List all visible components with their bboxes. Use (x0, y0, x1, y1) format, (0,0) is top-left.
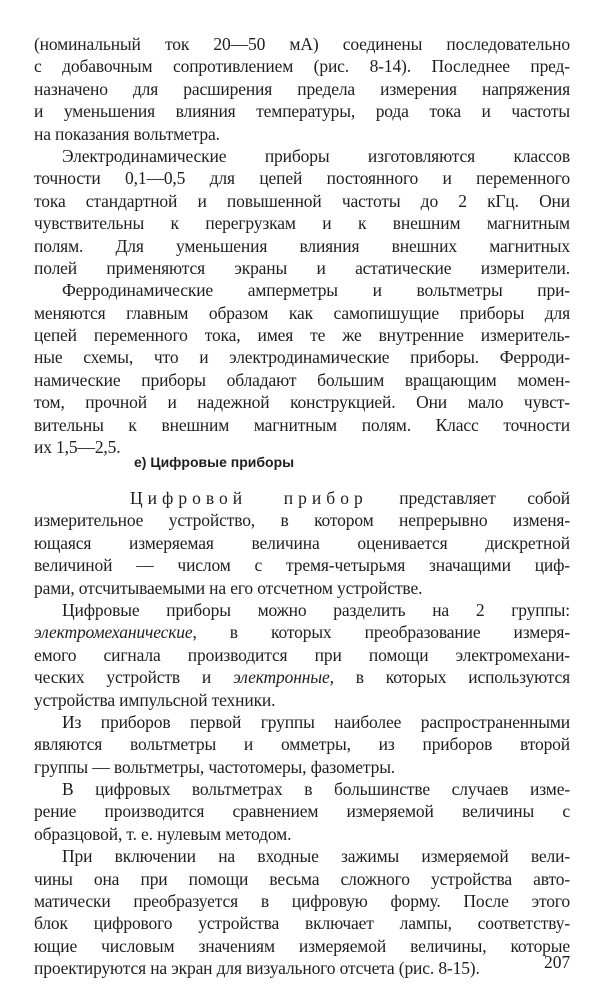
text-line: образцовой, т. е. нулевым методом. (34, 823, 292, 844)
text-line (34, 487, 570, 509)
text-fragment: , в которых используются (329, 667, 570, 688)
text-line: ющаяся измеряемая величина оценивается дискретной (34, 532, 570, 553)
text-fragment: , в которых преобразование измеря- (192, 622, 570, 643)
text-line: группы — вольтметры, частотомеры, фазометры. (34, 756, 396, 777)
text-line: Электродинамические приборы изготовляются классов (62, 145, 570, 166)
text-line: величиной — числом с тремя-четырьмя значащими циф- (34, 555, 570, 576)
text-line: вительны к внешним магнитным полям. Класс точности (34, 414, 570, 435)
text-line: их 1,5—2,5. (34, 437, 121, 458)
text-line: чины она при помощи весьма сложного устройства авто- (34, 868, 570, 889)
text-line: меняются главным образом как самопишущие приборы для (34, 302, 570, 323)
paragraph-block-bottom (34, 487, 570, 980)
text-fragment: представляет собой (367, 488, 570, 508)
text-line (34, 666, 570, 688)
text-line: При включении на входные зажимы измеряемой вели- (62, 846, 570, 867)
text-line: (номинальный ток 20—50 мА) соединены последовательно (34, 34, 570, 54)
text-line: цепей переменного тока, имея те же внутренние измеритель- (34, 325, 570, 346)
section-heading: е) Цифровые приборы (134, 454, 295, 470)
text-line: том, прочной и надежной конструкцией. Они мало чувст- (34, 392, 570, 413)
text-line: полям. Для уменьшения влияния внешних магнитных (34, 235, 570, 256)
text-line: ющие числовым значениям измеряемой величины, которые (34, 935, 570, 956)
text-line (34, 621, 570, 643)
text-line: тока стандартной и повышенной частоты до 2 кГц. Они (34, 190, 570, 211)
text-line: полей применяются экраны и астатические измерители. (34, 257, 570, 278)
text-line: Из приборов первой группы наиболее распространенными (62, 711, 570, 732)
text-line: точности 0,1—0,5 для цепей постоянного и переменного (34, 168, 570, 189)
text-line: проектируются на экран для визуального отсчета (рис. 8-15). (34, 958, 480, 979)
text-line: измерительное устройство, в котором непрерывно изменя- (34, 510, 570, 531)
text-line: с добавочным сопротивлением (рис. 8-14). Последнее пред- (34, 56, 570, 77)
page-number: 207 (544, 952, 571, 972)
italic-term: электронные (233, 667, 330, 688)
text-line: устройства импульсной техники. (34, 689, 276, 710)
text-line: ные схемы, что и электродинамические приборы. Ферроди- (34, 347, 570, 368)
text-line: матически преобразуется в цифровую форму. После этого (34, 891, 570, 912)
text-line: чувствительны к перегрузкам и к внешним магнитным (34, 213, 570, 234)
text-line: Ферродинамические амперметры и вольтметры при- (62, 280, 570, 301)
text-line: блок цифрового устройства включает лампы, соответству- (34, 913, 570, 934)
italic-term: электромеханические (34, 622, 193, 643)
text-line: и уменьшения влияния температуры, рода тока и частоты (34, 101, 570, 122)
text-line: емого сигнала производится при помощи электромехани- (34, 644, 570, 665)
text-line: рами, отсчитываемыми на его отсчетном устройстве. (34, 577, 423, 598)
term-spaced: Цифровой прибор (130, 488, 368, 508)
text-line: В цифровых вольтметрах в большинстве случаев изме- (62, 779, 570, 800)
text-line: Цифровые приборы можно разделить на 2 группы: (62, 599, 570, 620)
text-line: намические приборы обладают большим вращающим момен- (34, 369, 570, 390)
text-line: назначено для расширения предела измерения напряжения (34, 78, 570, 99)
paragraph-block-top (34, 33, 570, 458)
text-line: рение производится сравнением измеряемой величины с (34, 801, 570, 822)
text-line: являются вольтметры и омметры, из приборов второй (34, 734, 570, 755)
text-line: на показания вольтметра. (34, 123, 220, 144)
text-fragment: ческих устройств и (34, 667, 234, 688)
